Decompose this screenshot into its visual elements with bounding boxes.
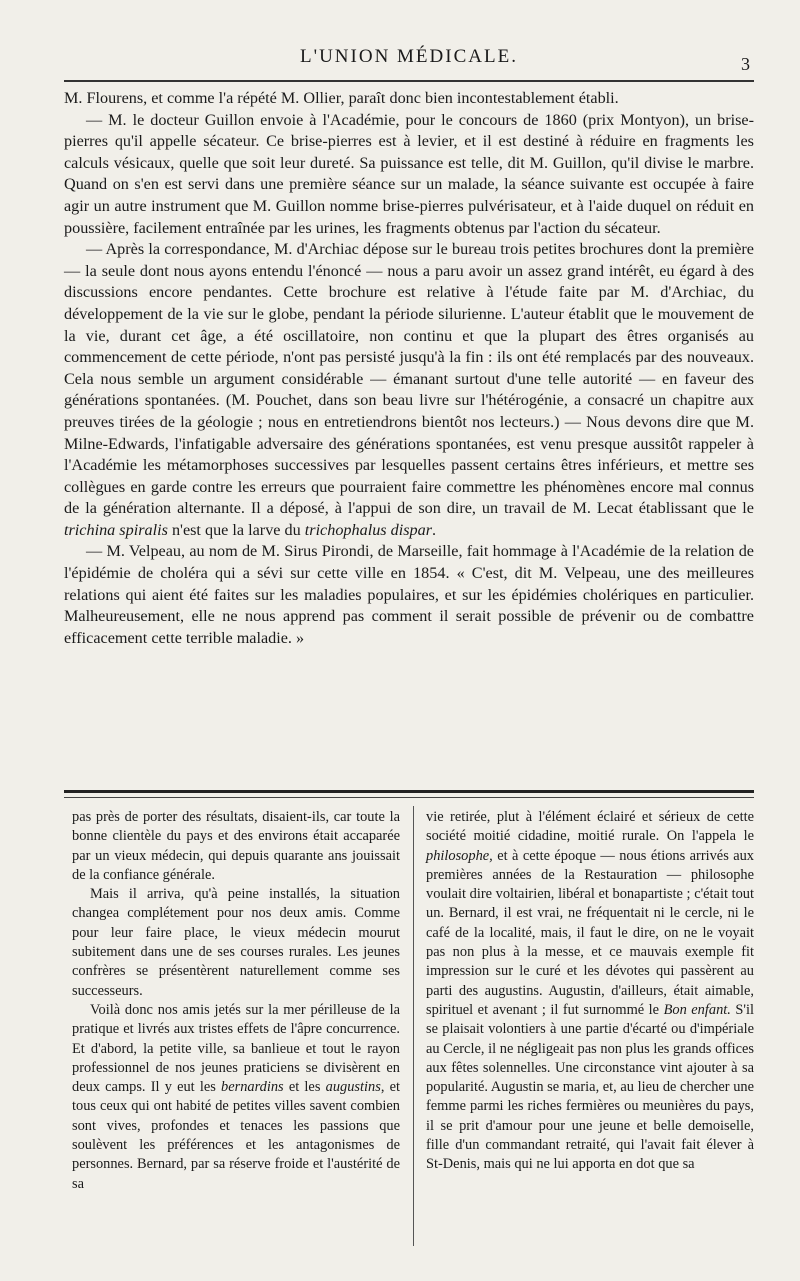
paragraph [72, 1001, 400, 1194]
paragraph [426, 808, 754, 1175]
paragraph: — M. le docteur Guillon envoie à l'Académie, pour le concours de 1860 (prix Montyon), un brise-pierres qu'il appelle sécateur. Ce brise-pierres est à levier, et il est destiné à réduire en fragments les calculs vésicaux, quelle que soit leur dureté. Sa puissance est telle, dit M. Guillon, qu'il divise le marbre. Quand on s'en est servi dans une première séance sur un malade, la séance suivante est occupée à faire agir un autre instrument que M. Guillon nomme brise-pierres pulvérisateur, et à l'aide duquel on réduit en poussière, facilement entraînée par les urines, les fragments obtenus par l'action du sécateur. [64, 110, 754, 237]
paragraph: — M. Velpeau, au nom de M. Sirus Pirondi, de Marseille, fait hommage à l'Académie de la relation de l'épidémie de choléra qui a sévi sur cette ville en 1854. « C'est, dit M. Velpeau, une des meilleures relations qui aient été faites sur les maladies populaires, et sur les épidémies cholériques en particulier. Malheureusement, elle ne nous apprend pas comment il serait possible de prévenir ou de combattre efficacement cette terrible maladie. » [64, 542, 754, 647]
paragraph-text: et à cette époque — nous étions arrivés aux premières années de la Restauration — philosophe voulait dire voltairien, libéral et bonapartiste ; c'était tout un. Bernard, il est vrai, ne fréquentait ni le cercle, ni le café de la localité, mais, il faut le dire, on ne le voyait pas non plus à la messe, et ce mauvais exemple fit impression sur le curé et les dévotes qui passèrent au parti des augustins. Augustin, d'ailleurs, était aimable, spirituel et avenant ; il fut surnommé le [426, 847, 754, 1018]
paragraph-text: S'il se plaisait volontiers à une partie d'écarté ou d'impériale au Cercle, il ne négligeait pas non plus les grands offices aux fêtes solennelles. Une circonstance vint ajouter à sa popularité. Augustin se maria, et, au lieu de chercher une femme parmi les riches fermières ou meunières du pays, il se prit d'amour pour une jeune et belle demoiselle, fille d'un commandant retraité, qui l'avait fait élever à St-Denis, mais qui ne lui apporta en dot que sa [426, 1001, 754, 1173]
paragraph-text: , et tous ceux qui ont habité de petites villes savent combien sont vives, profondes et tenaces les passions que soulèvent les préférences et les antagonismes de personnes. Bernard, par sa réserve froide et l'austérité de sa [72, 1079, 400, 1192]
running-header [64, 44, 754, 74]
main-text-block [64, 88, 754, 649]
paragraph: pas près de porter des résultats, disaient-ils, car toute la bonne clientèle du pays et des environs était accaparée par un vieux médecin, qui depuis quarante ans jouissait de la confiance générale. [72, 809, 400, 883]
italic-term: bernardins [221, 1079, 284, 1096]
feuilleton-separator [64, 790, 754, 798]
feuilleton-left-column [72, 808, 400, 1194]
paragraph-text: vie retirée, plut à l'élément éclairé et sérieux de cette société moitié cidadine, moitié rurale. On l'appela le [426, 809, 754, 845]
italic-term: trichophalus dispar [304, 520, 433, 539]
paragraph-text: . [432, 520, 437, 539]
italic-term: Bon enfant. [663, 1001, 731, 1018]
page-number: 3 [741, 54, 750, 74]
paragraph: M. Flourens, et comme l'a répété M. Ollier, paraît donc bien incontestablement établi. [64, 89, 619, 107]
journal-title: L'UNION MÉDICALE. [300, 46, 518, 67]
paragraph-text: — Après la correspondance, M. d'Archiac dépose sur le bureau trois petites brochures dont la première — la seule dont nous ayons entendu l'énoncé — nous a paru avoir un assez grand intérêt, eu égard à des discussions encore pendantes. Cette brochure est relative à l'étude faite par M. d'Archiac, du développement de la vie sur le globe, pendant la période silurienne. L'auteur établit que le mouvement de la vie, durant cet âge, a été oscillatoire, non continu et que la plupart des êtres organisés au commencement de cette période, n'ont pas persisté jusqu'à la fin : ils ont été remplacés par des nouveaux. Cela nous semble un argument considérable — émanant surtout d'une telle autorité — en faveur des générations spontanées. (M. Pouchet, dans son beau livre sur l'hétérogénie, a consacré un chapitre aux preuves tirées de la géologie ; nous en entretiendrons bientôt nos lecteurs.) — Nous devons dire que M. Milne-Edwards, l'infatigable adversaire des générations spontanées, est venu presque aussitôt rappeler à l'Académie les métamorphoses successives par lesquelles passent certains êtres inférieurs, et mettre ses collègues en garde contre les erreurs que pourraient faire commettre les phénomènes encore mal connus de la génération alternante. Il a déposé, à l'appui de son dire, un travail de M. Lecat établissant que le [64, 240, 754, 518]
paragraph [64, 239, 754, 541]
paragraph: Mais il arriva, qu'à peine installés, la situation changea complétement pour nos deux amis. Comme pour leur faire place, le vieux médecin mourut subitement dans une de ses courses rurales. Les jeunes confrères se présentèrent naturellement comme ses successeurs. [72, 886, 400, 999]
header-rule [64, 80, 754, 82]
paragraph-text: Voilà donc nos amis jetés sur la mer périlleuse de la pratique et livrés aux tristes effets de l'âpre concurrence. Et d'abord, la petite ville, sa banlieue et tout le rayon professionnel de nos jeunes praticiens se divisèrent en deux camps. Il y eut les [72, 1001, 400, 1096]
italic-term: augustins [325, 1079, 381, 1096]
feuilleton-right-column [426, 808, 754, 1175]
italic-term: philosophe, [426, 847, 493, 864]
paragraph-text: et les [283, 1079, 326, 1096]
paragraph-text: n'est que la larve du [167, 520, 305, 539]
column-divider [413, 806, 414, 1246]
italic-term: trichina spiralis [64, 520, 168, 539]
